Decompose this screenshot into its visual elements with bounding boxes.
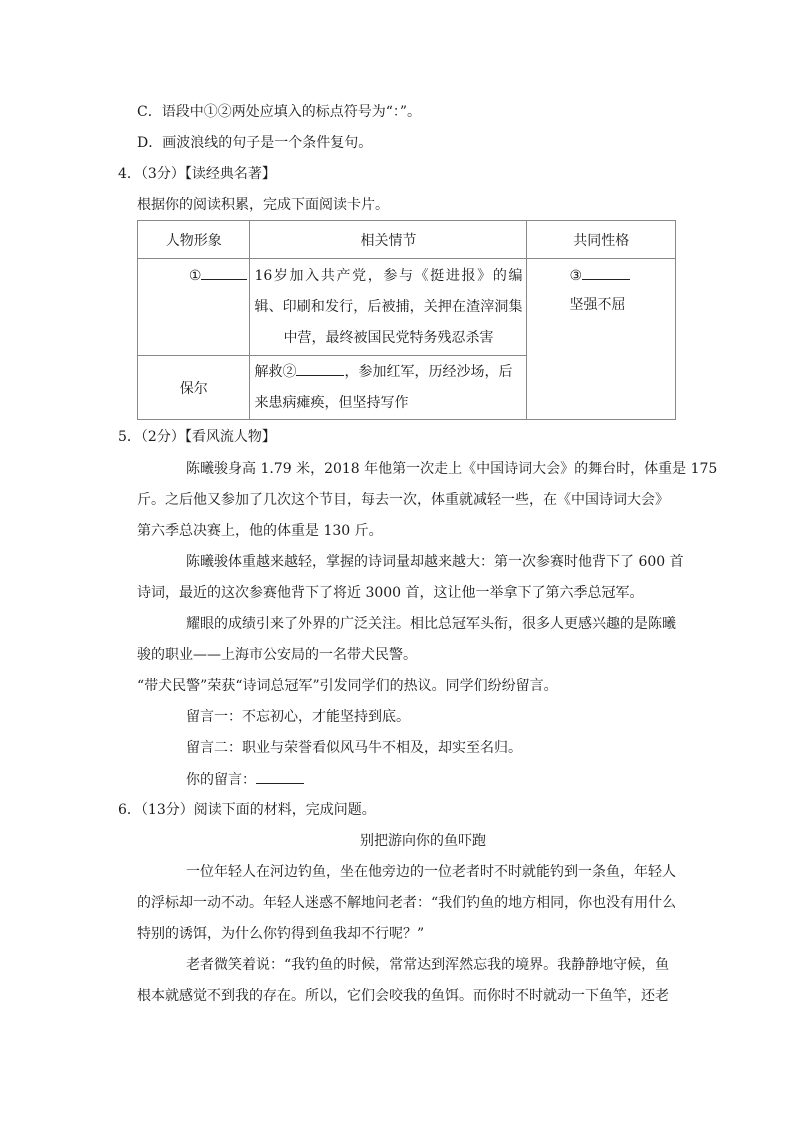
table-row — [138, 259, 676, 356]
plot-prefix: 解救② — [254, 363, 297, 380]
paragraph-line: 第六季总决赛上，他的体重是 130 斤。 — [137, 523, 383, 539]
header-character: 人物形象 — [138, 221, 250, 259]
trait-text: 坚强不屈 — [569, 297, 626, 313]
paragraph-line: 陈曦骏身高 1.79 米，2018 年他第一次走上《中国诗词大会》的舞台时，体重是 175 — [186, 461, 718, 477]
question-5-header: 5．（2分）【看风流人物】 — [118, 429, 276, 445]
paragraph-line: 根本就感觉不到我的存在。所以，它们会咬我的鱼饵。而你时不时就动一下鱼竿，还老 — [137, 988, 669, 1004]
paragraph-line: 陈曦骏体重越来越轻，掌握的诗词量却越来越大：第一次参赛时他背下了 600 首 — [186, 554, 684, 570]
header-plot: 相关情节 — [250, 221, 527, 259]
plot-cell-2 — [250, 356, 527, 420]
header-trait: 共同性格 — [527, 221, 676, 259]
paragraph-line: 特别的诱饵，为什么你钓得到鱼我却不行呢？” — [137, 926, 425, 942]
article-title: 别把游向你的鱼吓跑 — [360, 833, 486, 849]
message-2: 留言二：职业与荣誉看似风马牛不相及，却实至名归。 — [186, 740, 522, 756]
your-message — [186, 769, 304, 790]
blank-label-3: ③ — [569, 268, 583, 284]
paragraph-line: 斤。之后他又参加了几次这个节目，每去一次，体重就减轻一些，在《中国诗词大会》 — [137, 492, 669, 508]
paragraph-line: 诗词，最近的这次参赛他背下了将近 3000 首，这让他一举拿下了第六季总冠军。 — [137, 585, 644, 601]
answer-blank-1[interactable] — [201, 265, 247, 280]
paragraph-line: 的浮标却一动不动。年轻人迷惑不解地问老者：“我们钓鱼的地方相同，你也没有用什么 — [137, 895, 677, 911]
blank-label-1: ① — [188, 268, 202, 284]
your-message-blank[interactable] — [256, 769, 304, 784]
character-pauer: 保尔 — [138, 356, 250, 420]
answer-blank-2[interactable] — [296, 361, 344, 376]
reading-card-table — [137, 220, 676, 420]
paragraph-line: 耀眼的成绩引来了外界的广泛关注。相比总冠军头衔，很多人更感兴趣的是陈曦 — [186, 616, 676, 632]
message-1: 留言一：不忘初心，才能坚持到底。 — [186, 709, 410, 725]
your-message-label: 你的留言： — [186, 772, 256, 788]
answer-blank-3[interactable] — [582, 265, 630, 280]
character-blank-cell — [138, 259, 250, 356]
question-4-instruction: 根据你的阅读积累，完成下面阅读卡片。 — [137, 197, 389, 213]
plot-suffix: ，参加红军，历经沙场，后来患病瘫痪，但坚持写作 — [254, 363, 513, 411]
option-c: C．语段中①②两处应填入的标点符号为“：”。 — [137, 104, 422, 120]
paragraph-line: 骏的职业——上海市公安局的一名带犬民警。 — [137, 647, 417, 663]
question-4-header: 4．（3分）【读经典名著】 — [118, 166, 276, 182]
table-header-row — [138, 221, 676, 259]
trait-cell — [527, 259, 676, 420]
paragraph-line: 一位年轻人在河边钓鱼，坐在他旁边的一位老者时不时就能钓到一条鱼，年轻人 — [186, 864, 676, 880]
paragraph-line: 老者微笑着说：“我钓鱼的时候，常常达到浑然忘我的境界。我静静地守候，鱼 — [186, 957, 670, 973]
option-d: D．画波浪线的句子是一个条件复句。 — [137, 135, 373, 151]
question-6-header: 6．（13分）阅读下面的材料，完成问题。 — [118, 802, 376, 818]
paragraph-line: “带犬民警”荣获“诗词总冠军”引发同学们的热议。同学们纷纷留言。 — [137, 678, 558, 694]
plot-cell-1: 16岁加入共产党，参与《挺进报》的编辑、印刷和发行，后被捕，关押在渣滓洞集中营，最终被国民党特务残忍杀害 — [250, 259, 527, 356]
